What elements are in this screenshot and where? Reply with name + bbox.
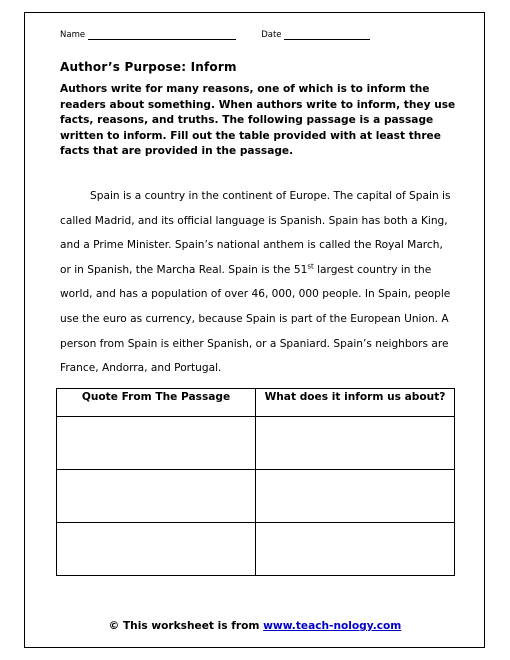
inform-cell[interactable] bbox=[256, 470, 455, 523]
quote-cell[interactable] bbox=[57, 470, 256, 523]
date-field[interactable] bbox=[284, 30, 370, 40]
passage-text-1: Spain is a country in the continent of Europe. The capital of Spain is called Madrid, and its official language is Spanish. Spain has both a King, and a Prime Minister. Spain’s national anthem is called the Royal March, or in Spanish, the Marcha Real. Spain is the 51 bbox=[60, 190, 451, 276]
quote-cell[interactable] bbox=[57, 523, 256, 576]
table-row bbox=[57, 417, 455, 470]
quote-cell[interactable] bbox=[57, 417, 256, 470]
table-row bbox=[57, 523, 455, 576]
name-field[interactable] bbox=[88, 30, 236, 40]
name-label: Name bbox=[60, 30, 86, 40]
table-header-inform: What does it inform us about? bbox=[256, 389, 455, 417]
table-header-row bbox=[57, 389, 455, 417]
inform-cell[interactable] bbox=[256, 417, 455, 470]
table-row bbox=[57, 470, 455, 523]
footer-link[interactable]: www.teach-nology.com bbox=[263, 620, 402, 632]
footer bbox=[0, 620, 510, 632]
instructions: Authors write for many reasons, one of which is to inform the readers about something. When authors write to inform, they use facts, reasons, and truths. The following passage is a passage written to inform. Fill out the table provided with at least three facts that are provided in the passage. bbox=[60, 83, 456, 157]
table-header-quote: Quote From The Passage bbox=[57, 389, 256, 417]
header-line bbox=[60, 30, 370, 40]
date-label: Date bbox=[261, 30, 282, 40]
reading-passage bbox=[60, 184, 454, 381]
worksheet-title: Author’s Purpose: Inform bbox=[60, 60, 237, 74]
passage-text-2: largest country in the world, and has a population of over 46, 000, 000 people. In Spain, people use the euro as currency, because Spain is part of the European Union. A person from Spain is either Spanish, or a Spaniard. Spain’s neighbors are France, Andorra, and Portugal. bbox=[60, 263, 451, 375]
footer-text: © This worksheet is from bbox=[108, 620, 264, 632]
passage-superscript: st bbox=[307, 262, 314, 271]
inform-cell[interactable] bbox=[256, 523, 455, 576]
facts-table bbox=[56, 388, 455, 576]
